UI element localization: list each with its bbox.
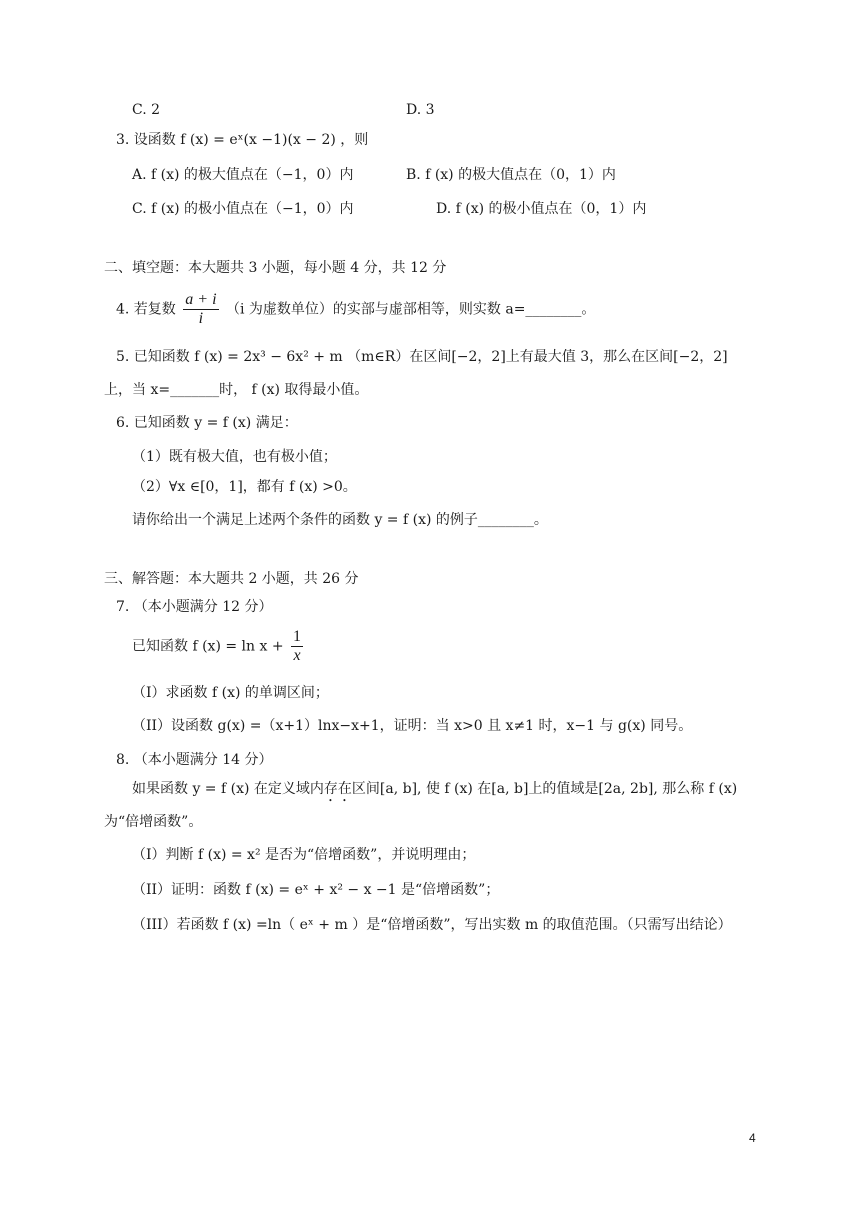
- q4-post: （i 为虚数单位）的实部与虚部相等，则实数 a=________。: [225, 301, 596, 318]
- q6-condition-2: （2）∀x ∈[0，1]，都有 f (x) >0。: [132, 479, 357, 495]
- q8-line1-a: 如果函数 y = f (x) 在定义域内: [132, 781, 324, 797]
- q4-fraction-den: i: [198, 310, 204, 327]
- q6-condition-1: （1）既有极大值，也有极小值；: [132, 449, 337, 465]
- q3-option-c: C. f (x) 的极小值点在（−1，0）内: [132, 201, 354, 217]
- q7-part-1: （I）求函数 f (x) 的单调区间；: [132, 685, 329, 701]
- q6-ask: 请你给出一个满足上述两个条件的函数 y = f (x) 的例子________。: [132, 512, 548, 528]
- q8-line1-c: 区间[a, b], 使 f (x) 在[a, b]上的值域是[2a, 2b], 那么称 f (x): [351, 781, 738, 797]
- q7-def-pre: 已知函数 f (x) = ln x +: [132, 638, 284, 655]
- q8-line2: 为“倍增函数”。: [104, 814, 203, 830]
- q7-fraction-den: x: [293, 647, 301, 664]
- q4-pre: 4. 若复数: [116, 301, 176, 318]
- q7-definition: [132, 628, 306, 665]
- section-2-heading: 二、填空题：本大题共 3 小题，每小题 4 分，共 12 分: [104, 260, 447, 276]
- q7-part-2: （II）设函数 g(x) =（x+1）lnx−x+1，证明：当 x>0 且 x≠1 时，x−1 与 g(x) 同号。: [132, 718, 693, 734]
- q4-fraction: [183, 291, 218, 328]
- q8-head: 8. （本小题满分 14 分）: [116, 752, 273, 768]
- q7-head: 7. （本小题满分 12 分）: [116, 599, 273, 615]
- q5-line2: 上，当 x=_______时， f (x) 取得最小值。: [104, 382, 369, 398]
- q3-option-d: D. f (x) 的极小值点在（0，1）内: [436, 201, 647, 217]
- q7-fraction-num: 1: [293, 628, 302, 645]
- page-number: 4: [749, 1131, 756, 1145]
- q8-part-1: （I）判断 f (x) = x² 是否为“倍增函数”，并说明理由；: [132, 847, 476, 863]
- section-3-heading: 三、解答题：本大题共 2 小题，共 26 分: [104, 571, 359, 587]
- q6-stem: 6. 已知函数 y = f (x) 满足：: [116, 415, 298, 431]
- q3-option-a: A. f (x) 的极大值点在（−1，0）内: [132, 167, 354, 183]
- q7-fraction: [291, 628, 303, 665]
- q2-option-d: D. 3: [406, 102, 435, 118]
- q8-part-3: （III）若函数 f (x) =ln（ eˣ + m ）是“倍增函数”，写出实数 m 的取值范围。（只需写出结论）: [132, 917, 732, 933]
- q5-line1: 5. 已知函数 f (x) = 2x³ − 6x² + m （m∈R）在区间[−2，2]上有最大值 3，那么在区间[−2，2]: [116, 349, 728, 365]
- q8-emphasis-existence: 存在: [323, 781, 352, 797]
- q3-option-b: B. f (x) 的极大值点在（0，1）内: [406, 167, 616, 183]
- q8-line1: [132, 779, 737, 805]
- q4-fraction-num: a + i: [185, 291, 217, 308]
- q8-part-2: （II）证明：函数 f (x) = eˣ + x² − x −1 是“倍增函数”；: [132, 882, 500, 898]
- q2-option-c: C. 2: [132, 102, 161, 118]
- q4: [116, 291, 595, 328]
- q3-stem: 3. 设函数 f (x) = eˣ(x −1)(x − 2) ，则: [116, 132, 369, 148]
